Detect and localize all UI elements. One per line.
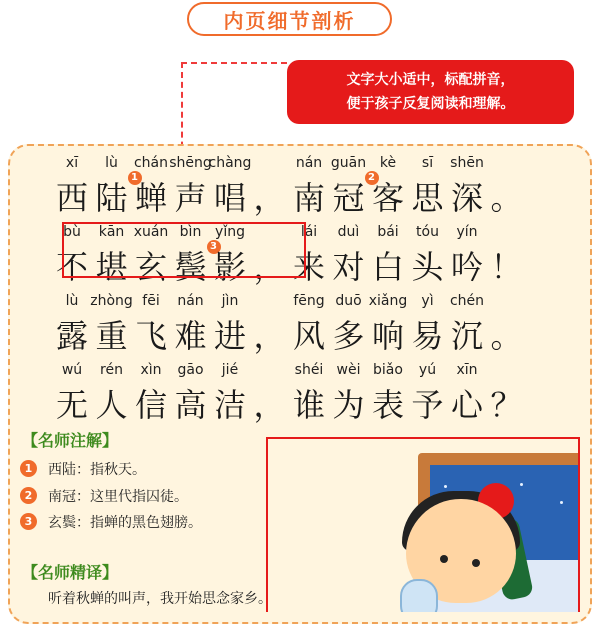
- hanzi: ！: [490, 248, 523, 286]
- hanzi: 无: [55, 386, 88, 424]
- poem-line: [55, 362, 582, 432]
- hanzi: 谁: [292, 386, 325, 424]
- kid-eye: [472, 559, 480, 567]
- hanzi: 予: [411, 386, 444, 424]
- note-item-2: [24, 486, 188, 506]
- annotation-badge: 3: [207, 240, 221, 254]
- pinyin: xìn: [140, 362, 162, 378]
- hanzi: 信: [134, 386, 167, 424]
- hanzi: 玄: [134, 248, 167, 286]
- hanzi: ？: [490, 386, 523, 424]
- pinyin: chán: [133, 155, 169, 171]
- pinyin: jié: [221, 362, 239, 378]
- pinyin: bái: [377, 224, 399, 240]
- pinyin: lù: [105, 155, 118, 171]
- hanzi: 西: [55, 179, 88, 217]
- hanzi: 进: [213, 317, 246, 355]
- note-num-3: 3: [20, 513, 37, 530]
- hanzi: ，: [253, 179, 286, 217]
- hanzi: ，: [253, 248, 286, 286]
- pinyin: wú: [61, 362, 83, 378]
- pinyin: sī: [421, 155, 434, 171]
- pinyin: jìn: [221, 293, 239, 309]
- illustration: [266, 437, 580, 612]
- note-text-2: 南冠：这里代指囚徒。: [48, 489, 188, 505]
- snowflake: [520, 483, 523, 486]
- hanzi: 思: [411, 179, 444, 217]
- poem-line: [55, 155, 582, 225]
- hanzi: 。: [490, 179, 523, 217]
- hanzi: ，: [253, 317, 286, 355]
- pinyin: chàng: [208, 155, 252, 171]
- pinyin: nán: [295, 155, 323, 171]
- hanzi: 深: [450, 179, 483, 217]
- annotation-badge: 2: [365, 171, 379, 185]
- hanzi: 高: [174, 386, 207, 424]
- pinyin: duō: [335, 293, 362, 309]
- pinyin: gāo: [177, 362, 204, 378]
- pinyin: biǎo: [373, 362, 403, 378]
- pinyin: yín: [456, 224, 478, 240]
- pinyin: yì: [421, 293, 434, 309]
- hanzi: 心: [450, 386, 483, 424]
- hanzi: 堪: [95, 248, 128, 286]
- snowflake: [560, 501, 563, 504]
- page-title: 内页细节剖析: [187, 2, 392, 36]
- hanzi: 蝉: [134, 179, 167, 217]
- pinyin: kān: [98, 224, 125, 240]
- highlight-box: [62, 222, 306, 278]
- annotation-badge: 1: [128, 171, 142, 185]
- hanzi: 难: [174, 317, 207, 355]
- hanzi: 。: [490, 317, 523, 355]
- hanzi: 白: [371, 248, 404, 286]
- pinyin: duì: [337, 224, 360, 240]
- note-text-3: 玄鬓：指蝉的黑色翅膀。: [48, 515, 202, 531]
- pinyin: xiǎng: [368, 293, 408, 309]
- translation-heading: 【名师精译】: [22, 563, 119, 582]
- note-num-2: 2: [20, 487, 37, 504]
- kid-hand: [400, 579, 438, 612]
- pinyin: tóu: [416, 224, 439, 240]
- pinyin: chén: [449, 293, 485, 309]
- pinyin: bù: [63, 224, 81, 240]
- hanzi: 露: [55, 317, 88, 355]
- hanzi: 不: [55, 248, 88, 286]
- pinyin: lái: [300, 224, 318, 240]
- pinyin: shéi: [294, 362, 324, 378]
- hanzi: 鬓: [174, 248, 207, 286]
- callout-line-2: 便于孩子反复阅读和理解。: [346, 96, 515, 112]
- hanzi: 声: [174, 179, 207, 217]
- pinyin: xuán: [133, 224, 169, 240]
- kid-eye: [440, 555, 448, 563]
- pinyin: fēi: [142, 293, 160, 309]
- notes-heading: 【名师注解】: [22, 431, 119, 450]
- hanzi: 表: [371, 386, 404, 424]
- hanzi: 客: [371, 179, 404, 217]
- pinyin: yú: [418, 362, 437, 378]
- note-num-1: 1: [20, 460, 37, 477]
- hanzi: 头: [411, 248, 444, 286]
- poem-line: [55, 293, 582, 363]
- pinyin: yǐng: [215, 224, 245, 240]
- pinyin: wèi: [336, 362, 361, 378]
- hanzi: 沉: [450, 317, 483, 355]
- pinyin: bìn: [179, 224, 202, 240]
- note-text-1: 西陆：指秋天。: [48, 462, 146, 478]
- hanzi: 为: [332, 386, 365, 424]
- hanzi: 易: [411, 317, 444, 355]
- pinyin: lù: [65, 293, 79, 309]
- callout-box: [287, 60, 574, 124]
- hanzi: 来: [292, 248, 325, 286]
- translation-text: 听着秋蝉的叫声，我开始思念家乡。: [48, 591, 272, 607]
- pinyin: xī: [65, 155, 79, 171]
- pinyin: kè: [379, 155, 397, 171]
- hanzi: 吟: [450, 248, 483, 286]
- hanzi: 洁: [213, 386, 246, 424]
- hanzi: 南: [292, 179, 325, 217]
- hanzi: 响: [371, 317, 404, 355]
- hanzi: 对: [332, 248, 365, 286]
- hanzi: 重: [95, 317, 128, 355]
- pinyin: fēng: [293, 293, 325, 309]
- pinyin: xīn: [456, 362, 478, 378]
- notes-heading-text: 名师注解: [38, 431, 103, 450]
- pinyin: zhòng: [90, 293, 133, 309]
- note-item-3: [24, 512, 202, 532]
- hanzi: 冠: [332, 179, 365, 217]
- hanzi: 人: [95, 386, 128, 424]
- hanzi: 唱: [213, 179, 246, 217]
- note-item-1: [24, 459, 146, 479]
- hanzi: 影: [213, 248, 246, 286]
- hanzi: 多: [332, 317, 365, 355]
- hanzi: 陆: [95, 179, 128, 217]
- pinyin: rén: [100, 362, 123, 378]
- pointer-line-horizontal: [181, 62, 287, 64]
- hanzi: 风: [292, 317, 325, 355]
- hanzi: 飞: [134, 317, 167, 355]
- pinyin: shēng: [169, 155, 212, 171]
- snowflake: [444, 485, 447, 488]
- callout-line-1: 文字大小适中，标配拼音，: [346, 72, 515, 88]
- translation-heading-text: 名师精译: [38, 563, 103, 582]
- hanzi: ，: [253, 386, 286, 424]
- pinyin: shēn: [450, 155, 484, 171]
- pinyin: guān: [330, 155, 367, 171]
- pinyin: nán: [177, 293, 204, 309]
